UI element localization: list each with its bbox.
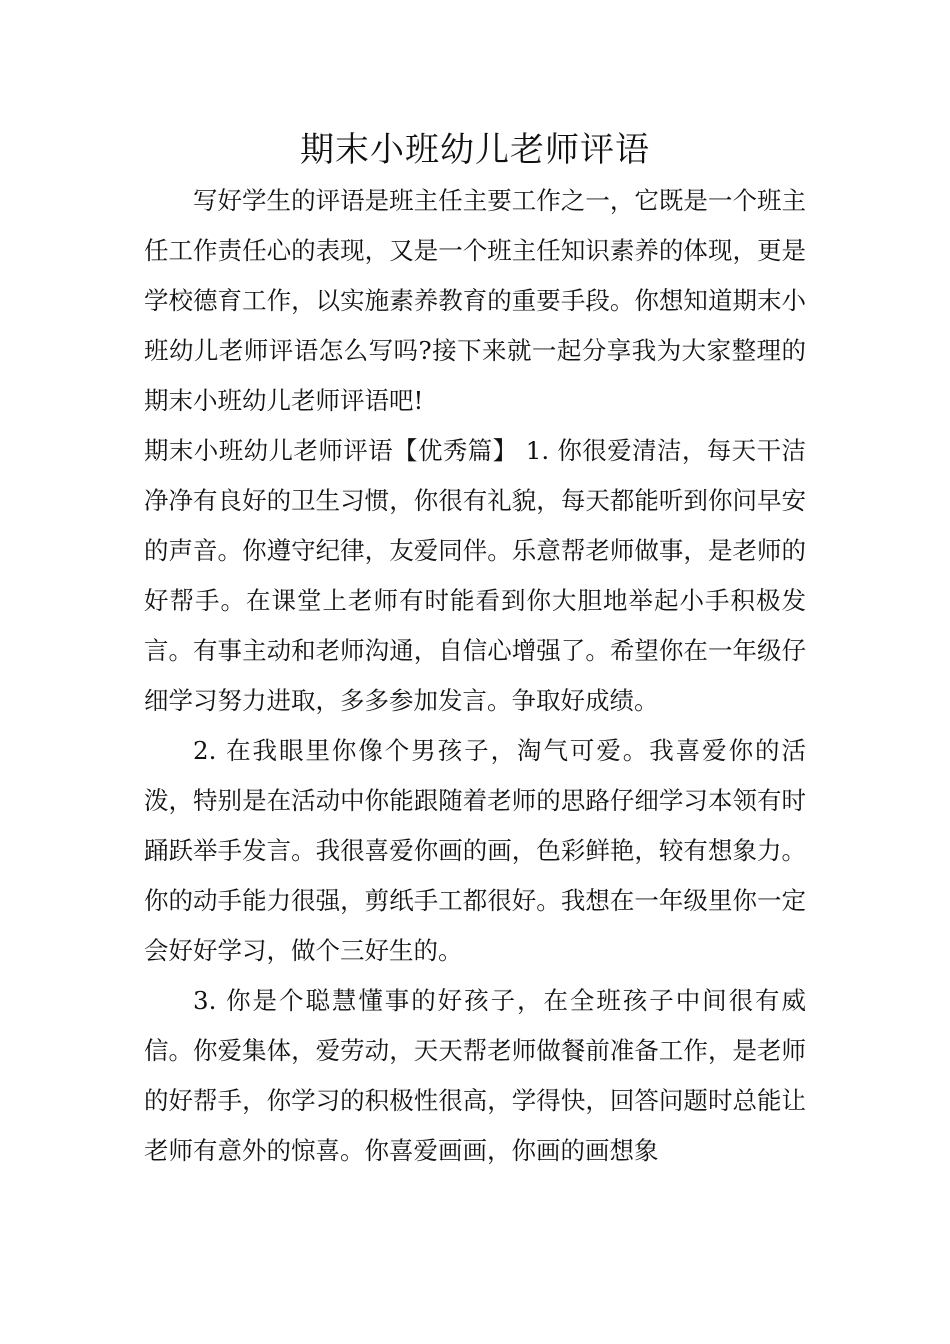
heading-spacer	[518, 436, 526, 465]
section-paragraph-1	[144, 426, 806, 726]
comment-item-1: 1. 你很爱清洁，每天干洁净净有良好的卫生习惯，你很有礼貌，每天都能听到你问早安的声音。你遵守纪律，友爱同伴。乐意帮老师做事，是老师的好帮手。在课堂上老师有时能看到你大胆地举起小手积极发言。有事主动和老师沟通，自信心增强了。希望你在一年级仔细学习努力进取，多多参加发言。争取好成绩。	[144, 436, 806, 715]
comment-item-3: 3. 你是个聪慧懂事的好孩子，在全班孩子中间很有威信。你爱集体，爱劳动，天天帮老师做餐前准备工作，是老师的好帮手，你学习的积极性很高，学得快，回答问题时总能让老师有意外的惊喜。你喜爱画画，你画的画想象	[144, 986, 806, 1165]
document-title: 期末小班幼儿老师评语	[300, 130, 650, 170]
intro-paragraph: 写好学生的评语是班主任主要工作之一，它既是一个班主任工作责任心的表现，又是一个班主任知识素养的体现，更是学校德育工作，以实施素养教育的重要手段。你想知道期末小班幼儿老师评语怎么写吗?接下来就一起分享我为大家整理的期末小班幼儿老师评语吧!	[144, 186, 806, 415]
section-heading: 期末小班幼儿老师评语【优秀篇】	[144, 436, 518, 465]
comment-item-2: 2. 在我眼里你像个男孩子，淘气可爱。我喜爱你的活泼，特别是在活动中你能跟随着老师的思路仔细学习本领有时踊跃举手发言。我很喜爱你画的画，色彩鲜艳，较有想象力。你的动手能力很强，剪纸手工都很好。我想在一年级里你一定会好好学习，做个三好生的。	[144, 736, 806, 965]
document-body	[144, 176, 806, 1176]
